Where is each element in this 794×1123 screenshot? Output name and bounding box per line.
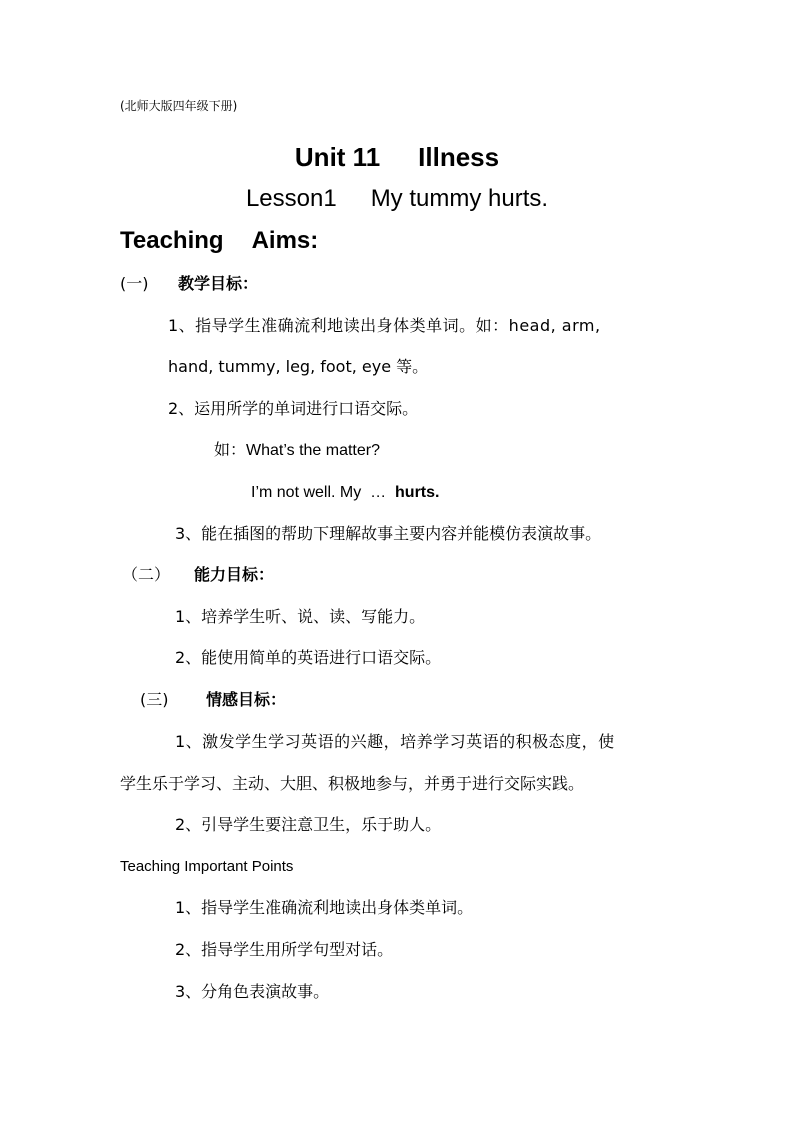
teaching-aims-word2: Aims: bbox=[251, 227, 319, 254]
section-2-number: （二） bbox=[122, 565, 171, 584]
s1-example-answer bbox=[251, 484, 439, 501]
ip-item3: 3、分角色表演故事。 bbox=[175, 982, 330, 1001]
section-3-title: 情感目标： bbox=[206, 690, 287, 709]
important-points-heading: Teaching Important Points bbox=[120, 858, 294, 875]
lesson-title bbox=[0, 187, 794, 211]
section-1-title: 教学目标： bbox=[178, 274, 259, 293]
s3-item1-line2: 学生乐于学习、主动、大胆、积极地参与，并勇于进行交际实践。 bbox=[120, 774, 585, 793]
teaching-aims-heading bbox=[120, 229, 318, 253]
section-1-heading bbox=[120, 276, 258, 292]
ip-item2: 2、指导学生用所学句型对话。 bbox=[175, 940, 394, 959]
s1-example-question bbox=[214, 442, 380, 459]
teaching-aims-word1: Teaching bbox=[120, 227, 224, 254]
lesson-name: My tummy hurts. bbox=[370, 185, 549, 212]
unit-name: Illness bbox=[418, 142, 500, 172]
section-3-heading bbox=[140, 692, 286, 708]
example-prefix: 如： bbox=[214, 440, 247, 459]
example-answer-bold: hurts. bbox=[395, 484, 440, 501]
lesson-number: Lesson1 bbox=[245, 185, 337, 212]
unit-number: Unit 11 bbox=[294, 142, 381, 172]
edition-label: (北师大版四年级下册) bbox=[120, 99, 238, 113]
section-1-number: (一) bbox=[120, 274, 149, 293]
section-2-title: 能力目标： bbox=[194, 565, 275, 584]
s2-item1: 1、培养学生听、说、读、写能力。 bbox=[175, 607, 426, 626]
ip-item1: 1、指导学生准确流利地读出身体类单词。 bbox=[175, 898, 474, 917]
s3-item1-line1: 1、激发学生学习英语的兴趣，培养学习英语的积极态度，使 bbox=[175, 732, 615, 751]
example-question-text: What’s the matter? bbox=[246, 442, 380, 459]
example-answer-text: I’m not well. My … bbox=[251, 484, 396, 501]
s1-item2: 2、运用所学的单词进行口语交际。 bbox=[168, 399, 419, 418]
s2-item2: 2、能使用简单的英语进行口语交际。 bbox=[175, 648, 442, 667]
section-2-heading bbox=[122, 567, 274, 583]
s3-item2: 2、引导学生要注意卫生，乐于助人。 bbox=[175, 815, 442, 834]
s1-item3: 3、能在插图的帮助下理解故事主要内容并能模仿表演故事。 bbox=[175, 524, 602, 543]
section-3-number: (三) bbox=[140, 690, 169, 709]
unit-title bbox=[0, 144, 794, 170]
s1-item1-line1: 1、指导学生准确流利地读出身体类单词。如：head, arm, bbox=[168, 316, 601, 335]
s1-item1-line2: hand, tummy, leg, foot, eye 等。 bbox=[168, 357, 429, 376]
